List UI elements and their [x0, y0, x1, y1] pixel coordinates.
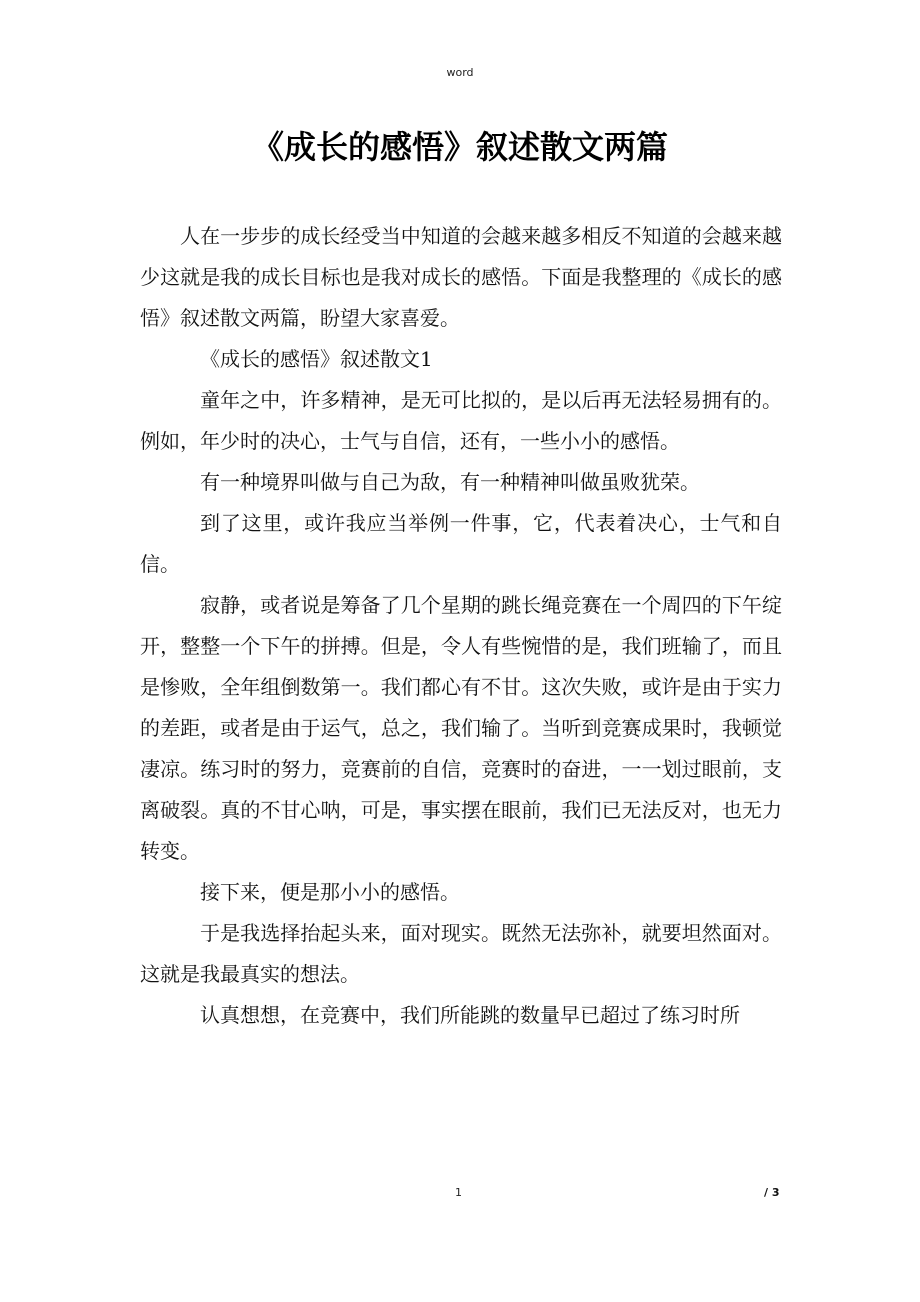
paragraph: 寂静，或者说是筹备了几个星期的跳长绳竞赛在一个周四的下午绽开，整整一个下午的拼搏。但是，令人有些惋惜的是，我们班输了，而且是惨败，全年组倒数第一。我们都心有不甘。这次失败，或许是由于实力的差距，或者是由于运气，总之，我们输了。当听到竞赛成果时，我顿觉凄凉。练习时的努力，竞赛前的自信，竞赛时的奋进，一一划过眼前，支离破裂。真的不甘心呐，可是，事实摆在眼前，我们已无法反对，也无力转变。	[140, 593, 782, 863]
paragraph: 于是我选择抬起头来，面对现实。既然无法弥补，就要坦然面对。这就是我最真实的想法。	[140, 921, 782, 986]
page-header: word	[446, 66, 474, 79]
page-number: 1	[455, 1186, 462, 1199]
paragraph: 有一种境界叫做与自己为敌，有一种精神叫做虽败犹荣。	[200, 470, 700, 494]
document-title: 《成长的感悟》叙述散文两篇	[251, 128, 668, 166]
paragraph: 童年之中，许多精神，是无可比拟的，是以后再无法轻易拥有的。例如，年少时的决心，士气与自信，还有，一些小小的感悟。	[140, 388, 782, 453]
paragraph: 接下来，便是那小小的感悟。	[200, 880, 460, 904]
paragraph-intro: 人在一步步的成长经受当中知道的会越来越多相反不知道的会越来越少这就是我的成长目标也是我对成长的感悟。下面是我整理的《成长的感悟》叙述散文两篇，盼望大家喜爱。	[140, 224, 782, 330]
section-subheading: 《成长的感悟》叙述散文1	[200, 347, 433, 371]
total-pages: / 3	[764, 1186, 780, 1199]
paragraph: 到了这里，或许我应当举例一件事，它，代表着决心，士气和自信。	[140, 511, 782, 576]
paragraph: 认真想想，在竞赛中，我们所能跳的数量早已超过了练习时所	[200, 1003, 740, 1027]
document-body	[140, 216, 782, 1036]
